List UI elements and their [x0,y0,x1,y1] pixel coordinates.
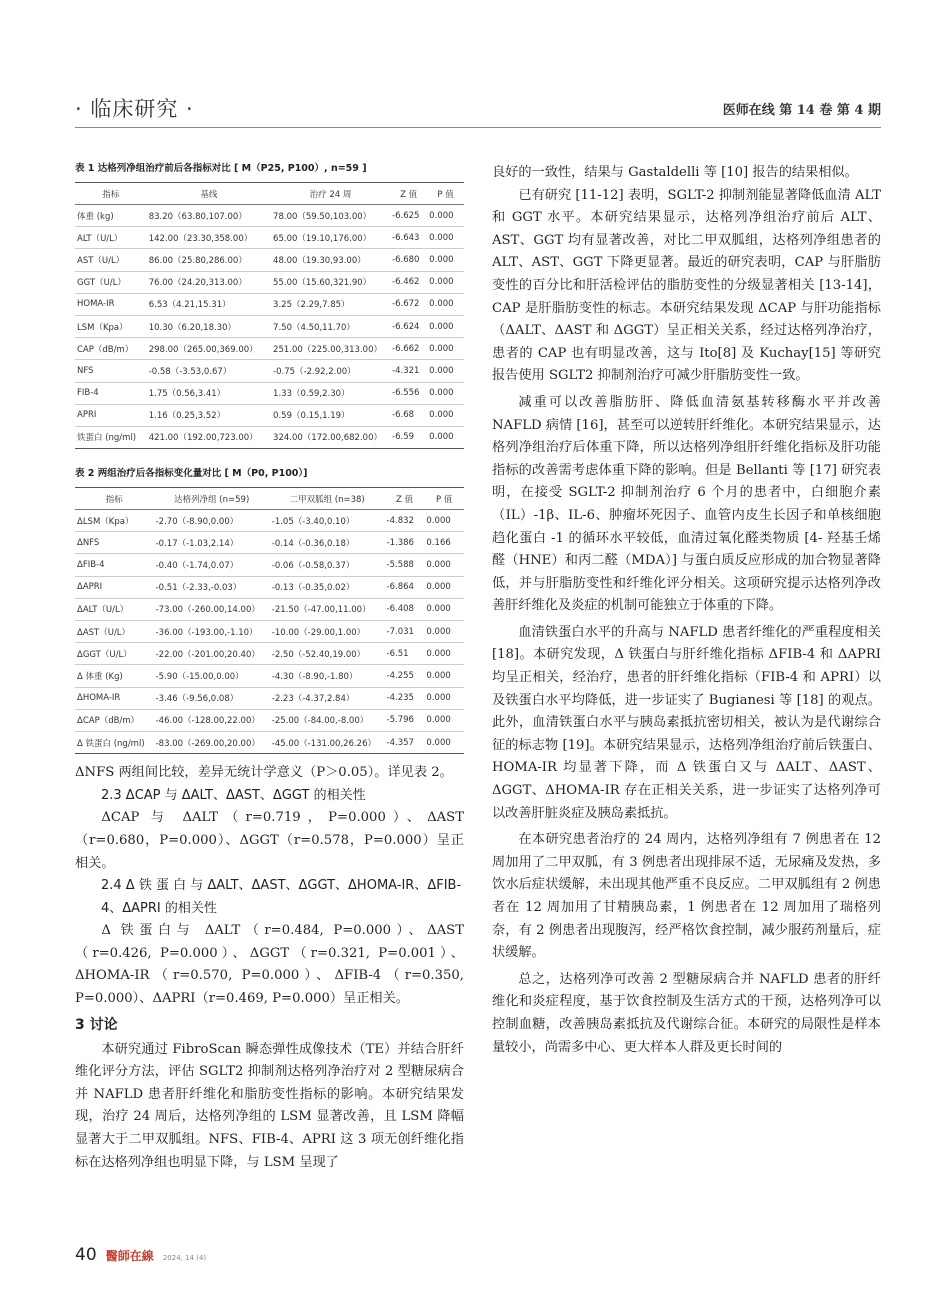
table1-cell: CAP（dB/m） [75,338,147,360]
paragraph-discussion: 本研究通过 FibroScan 瞬态弹性成像技术（TE）并结合肝纤维化评分方法，评估 SGLT2 抑制剂达格列净治疗对 2 型糖尿病合并 NAFLD 患者肝纤维化和脂肪变性指标的影响。本研究结果发现，治疗 24 周后，达格列净组的 LSM 显著改善，且 LSM 降幅显著大于二甲双胍组。NFS、FIB-4、APRI 这 3 项无创纤维化指标在达格列净组也明显下降，与 LSM 呈现了 [75,1041,464,1170]
table2-header-cell: P 值 [424,488,464,510]
table2-cell: -25.00（-84.00,-8.00） [270,709,385,731]
table2-cell: -1.386 [385,532,425,554]
table2-cell: -10.00（-29.00,1.00） [270,621,385,643]
table2-cell: -3.46（-9.56,0.08） [154,687,270,709]
heading-2-4: 2.4 Δ 铁 蛋 白 与 ΔALT、ΔAST、ΔGGT、ΔHOMA-IR、ΔFIB-4、ΔAPRI 的相关性 [101,878,462,916]
table1-cell: 1.16（0.25,3.52） [147,404,271,426]
table1-cell: 0.000 [427,227,464,249]
table1-cell: 0.000 [427,338,464,360]
table2-cell: 0.000 [424,576,464,598]
table1-caption: 表 1 达格列净组治疗前后各指标对比 [ M（P25, P100）, n=59 ] [75,163,367,174]
table2-cell: -4.235 [385,687,425,709]
left-column [75,162,464,1174]
table1-cell: -6.556 [390,382,427,404]
table1-cell: 76.00（24.20,313.00） [147,271,271,293]
table2-cell: 0.000 [424,510,464,532]
table2-cell: 0.000 [424,709,464,731]
page-number: 40 [75,1245,97,1265]
table2-row [75,665,464,687]
paragraph-r2: 已有研究 [11-12] 表明，SGLT-2 抑制剂能显著降低血清 ALT 和 GGT 水平。本研究结果显示，达格列净组治疗前后 ALT、AST、GGT 均有显著改善，对比二甲双胍组，达格列净组患者的 ALT、AST、GGT 下降更显著。最近的研究表明，CAP 与肝脂肪变性的百分比和肝活检评估的脂肪变性的分级显著相关 [13-14]，CAP 是肝脂肪变性的标志。本研究结果发现 ΔCAP 与肝功能指标（ΔALT、ΔAST 和 ΔGGT）呈正相关关系，经过达格列净治疗，患者的 CAP 也有明显改善，这与 Ito[8] 及 Kuchay[15] 等研究报告使用 SGLT2 抑制剂治疗可减少肝脂肪变性一致。 [492,187,881,384]
paragraph-2-4: Δ 铁蛋白与 ΔALT（r=0.484, P=0.000）、ΔAST（r=0.426, P=0.000）、ΔGGT（r=0.321, P=0.001）、ΔHOMA-IR（r=0.570, P=0.000）、ΔFIB-4（r=0.350, P=0.000）、ΔAPRI（r=0.469, P=0.000）呈正相关。 [75,923,464,1007]
table2-cell: Δ 铁蛋白 (ng/ml) [75,731,154,753]
table1-cell: 1.75（0.56,3.41） [147,382,271,404]
table1-cell: -6.59 [390,426,427,448]
table2-cell: ΔFIB-4 [75,554,154,576]
table1-cell: 0.000 [427,382,464,404]
table2-cell: 0.000 [424,731,464,753]
table1-cell: 10.30（6.20,18.30） [147,315,271,337]
table2-cell: -5.796 [385,709,425,731]
table1-row [75,205,464,227]
table1-cell: 0.000 [427,426,464,448]
table2-cell: -4.832 [385,510,425,532]
table1-cell: -6.680 [390,249,427,271]
table1-cell: 298.00（265.00,369.00） [147,338,271,360]
table2-header-cell: 二甲双胍组 (n=38) [270,488,385,510]
table1-cell: 0.000 [427,205,464,227]
table2-cell: ΔNFS [75,532,154,554]
table1-cell: 7.50（4.50,11.70） [271,315,390,337]
table1-cell: 6.53（4.21,15.31） [147,293,271,315]
table2-cell: -0.17（-1.03,2.14） [154,532,270,554]
table2-cell: -7.031 [385,621,425,643]
table1-cell: -6.672 [390,293,427,315]
table2-cell: -46.00（-128.00,22.00） [154,709,270,731]
table1-cell: 86.00（25.80,286.00） [147,249,271,271]
table2-cell: -4.357 [385,731,425,753]
table2-cell: -0.51（-2.33,-0.03） [154,576,270,598]
table1-cell: -6.662 [390,338,427,360]
table2-body [75,510,464,754]
table1-cell: 48.00（19.30,93.00） [271,249,390,271]
table1-header-cell: 治疗 24 周 [271,183,390,205]
table2-cell: ΔALT（U/L） [75,598,154,620]
table2-cell: 0.000 [424,643,464,665]
table1-row [75,426,464,448]
table1-cell: 0.000 [427,315,464,337]
journal-title: 医师在线 第 14 卷 第 4 期 [722,103,881,118]
table1-row [75,382,464,404]
table1-cell: 83.20（63.80,107.00） [147,205,271,227]
table2-cell: 0.000 [424,687,464,709]
table2-header-row [75,488,464,510]
table2-cell: ΔAPRI [75,576,154,598]
table1-cell: -6.625 [390,205,427,227]
table2-caption: 表 2 两组治疗后各指标变化量对比 [ M（P0, P100）] [75,468,308,480]
table1-cell: -4.321 [390,360,427,382]
footer-brand: 醫師在線 [105,1249,154,1263]
table2-cell: -6.408 [385,598,425,620]
table2-cell: ΔCAP（dB/m） [75,709,154,731]
table1-cell: 0.000 [427,293,464,315]
table2 [75,487,464,754]
table1-cell: 65.00（19.10,176.00） [271,227,390,249]
table1-row [75,227,464,249]
heading-2-3: 2.3 ΔCAP 与 ΔALT、ΔAST、ΔGGT 的相关性 [101,787,366,803]
table2-cell: -1.05（-3.40,0.10） [270,510,385,532]
table1-row [75,271,464,293]
table1-cell: 324.00（172.00,682.00） [271,426,390,448]
table2-cell: ΔLSM（Kpa） [75,510,154,532]
table2-cell: -5.588 [385,554,425,576]
section-label: · 临床研究 · [75,97,194,121]
table1-cell: 55.00（15.60,321.90） [271,271,390,293]
table2-cell: ΔAST（U/L） [75,621,154,643]
table2-cell: -2.70（-8.90,0.00） [154,510,270,532]
paragraph-r1: 良好的一致性，结果与 Gastaldelli 等 [10] 报告的结果相似。 [492,165,858,180]
table1-row [75,404,464,426]
table2-row [75,532,464,554]
table1-cell: 421.00（192.00,723.00） [147,426,271,448]
table1-cell: HOMA-IR [75,293,147,315]
table1-cell: 0.000 [427,404,464,426]
table1-header-row [75,183,464,205]
table1-cell: GGT（U/L） [75,271,147,293]
paragraph-2-3: ΔCAP 与 ΔALT（r=0.719，P=0.000）、ΔAST（r=0.680，P=0.000）、ΔGGT（r=0.578，P=0.000）呈正相关。 [75,810,464,871]
table1-row [75,338,464,360]
table2-cell: -4.255 [385,665,425,687]
table2-row [75,576,464,598]
page-footer [75,1245,206,1267]
table1-cell: -0.58（-3.53,0.67） [147,360,271,382]
footer-issue: 2024, 14 (4) [162,1254,207,1262]
table1-cell: -6.462 [390,271,427,293]
table2-cell: -2.50（-52.40,19.00） [270,643,385,665]
table1-cell: 1.33（0.59,2.30） [271,382,390,404]
table1-cell: 251.00（225.00,313.00） [271,338,390,360]
table2-cell: -36.00（-193.00,-1.10） [154,621,270,643]
table1-cell: NFS [75,360,147,382]
table2-cell: ΔGGT（U/L） [75,643,154,665]
table1-cell: 3.25（2.29,7.85） [271,293,390,315]
table1-cell: ALT（U/L） [75,227,147,249]
table2-row [75,510,464,532]
paragraph-r5: 在本研究患者治疗的 24 周内，达格列净组有 7 例患者在 12 周加用了二甲双胍，有 3 例患者出现排尿不适，无尿痛及发热，多饮水后症状缓解，未出现其他严重不良反应。二甲双胍组有 2 例患者在 12 周加用了甘精胰岛素，1 例患者在 12 周加用了瑞格列奈，有 2 例患者出现腹泻，经严格饮食控制，减少服药剂量后，症状缓解。 [492,832,881,961]
table1-cell: LSM（Kpa） [75,315,147,337]
table1-header-cell: P 值 [427,183,464,205]
table1-cell: APRI [75,404,147,426]
table1-cell: 142.00（23.30,358.00） [147,227,271,249]
table1-body [75,205,464,449]
table2-header-cell: Z 值 [385,488,425,510]
table2-cell: ΔHOMA-IR [75,687,154,709]
table1-row [75,315,464,337]
table1-row [75,360,464,382]
table2-row [75,643,464,665]
table2-cell: 0.000 [424,621,464,643]
table2-cell: -0.13（-0.35,0.02） [270,576,385,598]
table1-cell: FIB-4 [75,382,147,404]
table1-cell: -6.624 [390,315,427,337]
table2-row [75,554,464,576]
table2-cell: -4.30（-8.90,-1.80） [270,665,385,687]
table2-row [75,621,464,643]
table2-row [75,687,464,709]
table2-cell: -0.06（-0.58,0.37） [270,554,385,576]
right-column [492,162,881,1059]
table2-cell: Δ 体重 (Kg) [75,665,154,687]
table2-cell: -0.14（-0.36,0.18） [270,532,385,554]
table1-cell: -6.643 [390,227,427,249]
heading-discussion: 3 讨论 [75,1016,118,1033]
table1-header-cell: 基线 [147,183,271,205]
table2-cell: 0.000 [424,598,464,620]
table2-cell: -83.00（-269.00,20.00） [154,731,270,753]
table1-cell: 0.000 [427,271,464,293]
table2-row [75,709,464,731]
paragraph-r3: 减重可以改善脂肪肝、降低血清氨基转移酶水平并改善 NAFLD 病情 [16]，甚至可以逆转肝纤维化。本研究结果显示，达格列净组治疗后体重下降，所以达格列净组肝纤维化指标及肝功能指标的改善需考虑体重下降的影响。但是 Bellanti 等 [17] 研究表明，在接受 SGLT-2 抑制剂治疗 6 个月的患者中，白细胞介素（IL）-1β、IL-6、肿瘤坏死因子、血管内皮生长因子和单核细胞趋化蛋白 -1 的循环水平较低，血清过氧化醛类物质 [4- 羟基壬烯醛（HNE）和丙二醛（MDA）] 与蛋白质反应形成的加合物显著降低，并与肝脂肪变性和纤维化评分相关。这项研究提示达格列净改善肝纤维化及炎症的机制可能独立于体重的下降。 [492,394,881,614]
table1-cell: 0.000 [427,249,464,271]
table2-cell: -5.90（-15.00,0.00） [154,665,270,687]
table2-cell: 0.166 [424,532,464,554]
table1-cell: 0.000 [427,360,464,382]
paragraph-nfs: ΔNFS 两组间比较，差异无统计学意义（P＞0.05）。详见表 2。 [75,765,453,781]
table2-header-cell: 指标 [75,488,154,510]
table1-header-cell: Z 值 [390,183,427,205]
table1 [75,182,464,449]
table2-cell: -73.00（-260.00,14.00） [154,598,270,620]
table2-header-cell: 达格列净组 (n=59) [154,488,270,510]
table1-row [75,293,464,315]
table2-cell: -2.23（-4.37,2.84） [270,687,385,709]
paragraph-r4: 血清铁蛋白水平的升高与 NAFLD 患者纤维化的严重程度相关 [18]。本研究发现，Δ 铁蛋白与肝纤维化指标 ΔFIB-4 和 ΔAPRI 均呈正相关，经治疗，患者的肝纤维化指标（FIB-4 和 APRI）以及铁蛋白水平均降低，进一步证实了 Bugianesi 等 [18] 的观点。此外，血清铁蛋白水平与胰岛素抵抗密切相关，被认为是代谢综合征的标志物 [19]。本研究结果显示，达格列净组治疗前后铁蛋白、HOMA-IR 均显著下降，而 Δ 铁蛋白又与 ΔALT、ΔAST、ΔGGT、ΔHOMA-IR 存在正相关关系，进一步证实了达格列净可以改善肝脏炎症及胰岛素抵抗。 [492,624,881,821]
table2-cell: -6.864 [385,576,425,598]
table1-cell: 铁蛋白 (ng/ml) [75,426,147,448]
table2-cell: -45.00（-131.00,26.26） [270,731,385,753]
table1-cell: AST（U/L） [75,249,147,271]
table1-header-cell: 指标 [75,183,147,205]
table2-row [75,731,464,753]
table2-cell: -22.00（-201.00,20.40） [154,643,270,665]
table2-cell: -21.50（-47.00,11.00） [270,598,385,620]
table2-row [75,598,464,620]
table1-row [75,249,464,271]
table1-cell: 78.00（59.50,103.00） [271,205,390,227]
table1-cell: -0.75（-2.92,2.00） [271,360,390,382]
table2-cell: -0.40（-1.74,0.07） [154,554,270,576]
page-header [75,93,881,128]
table1-cell: 体重 (kg) [75,205,147,227]
table2-cell: -6.51 [385,643,425,665]
paragraph-r6: 总之，达格列净可改善 2 型糖尿病合并 NAFLD 患者的肝纤维化和炎症程度，基于饮食控制及生活方式的干预，达格列净可以控制血糖，改善胰岛素抵抗及代谢综合征。本研究的局限性是样本量较小，尚需多中心、更大样本人群及更长时间的 [492,971,881,1055]
table1-cell: 0.59（0.15,1.19） [271,404,390,426]
table2-cell: 0.000 [424,665,464,687]
table1-cell: -6.68 [390,404,427,426]
table2-cell: 0.000 [424,554,464,576]
